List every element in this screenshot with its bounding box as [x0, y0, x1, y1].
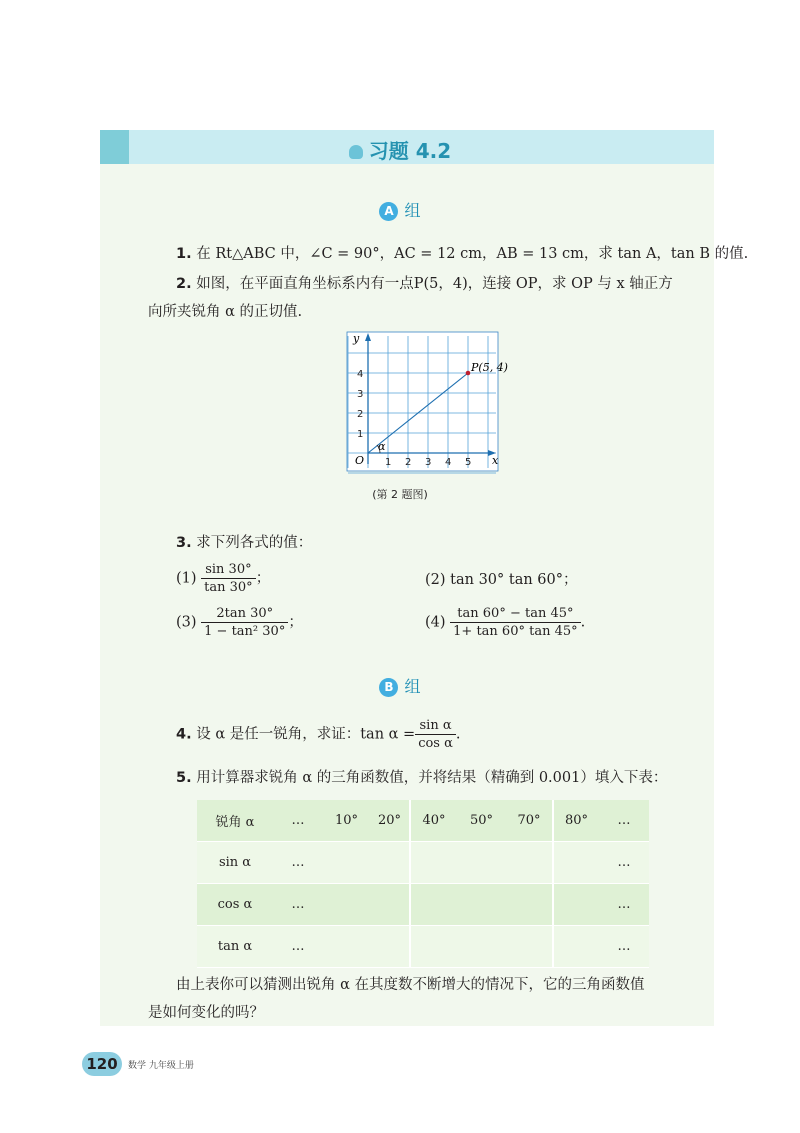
q3-part-1 — [176, 562, 270, 595]
table-cell — [370, 926, 410, 968]
closing-line-1 — [176, 973, 645, 994]
numerator: sin 30° — [205, 562, 252, 577]
y-axis-label: y — [353, 332, 360, 345]
table-cell — [370, 842, 410, 884]
punctuation: ； — [255, 570, 271, 587]
table-header-row — [197, 800, 649, 842]
denominator: 1+ tan 60° tan 45° — [450, 622, 580, 639]
table-cell — [323, 842, 370, 884]
q3-part-3 — [176, 606, 303, 639]
table-cell — [410, 926, 457, 968]
expression: tan 30° tan 60°； — [450, 572, 578, 588]
y-tick-label: 4 — [357, 369, 364, 380]
table-cell — [457, 884, 506, 926]
table-cell — [410, 842, 457, 884]
question-text: 设 α 是任一锐角，求证：tan α = — [196, 726, 416, 743]
table-header-cell: 锐角 α — [197, 800, 273, 842]
denominator: cos α — [415, 734, 456, 751]
table-header-cell: 80° — [553, 800, 599, 842]
group-a-label: 组 — [404, 201, 421, 220]
table-cell: cos α — [197, 884, 273, 926]
table-cell — [553, 926, 599, 968]
exercise-title-text: 习题 4.2 — [368, 139, 452, 163]
question-text: 在 Rt△ABC 中，∠C = 90°，AC = 12 cm，AB = 13 cm，求 tan A，tan B 的值. — [196, 246, 749, 262]
group-b-title — [0, 674, 800, 697]
footer-book-title: 数学 九年级上册 — [128, 1061, 194, 1071]
part-index: (2) — [425, 572, 446, 588]
numerator: 2tan 30° — [216, 606, 274, 621]
question-5 — [176, 766, 667, 787]
table-cell — [410, 884, 457, 926]
x-tick-label: 5 — [465, 457, 472, 468]
table-cell: … — [599, 842, 649, 884]
question-number: 4. — [176, 726, 192, 743]
q3-part-4 — [425, 606, 585, 639]
question-2-line-1 — [176, 272, 673, 293]
table-cell: … — [273, 842, 323, 884]
table-cell: tan α — [197, 926, 273, 968]
question-text: 用计算器求锐角 α 的三角函数值，并将结果（精确到 0.001）填入下表： — [196, 770, 668, 786]
page-number: 120 — [82, 1052, 122, 1076]
punctuation: . — [455, 726, 461, 743]
fraction — [201, 606, 288, 639]
table-cell — [553, 884, 599, 926]
x-tick-label: 3 — [425, 457, 432, 468]
group-b-badge: B — [379, 678, 398, 697]
table-header-cell: … — [273, 800, 323, 842]
group-a-title — [0, 198, 800, 221]
table-row — [197, 842, 649, 884]
table-header-cell: 70° — [506, 800, 553, 842]
table-cell — [457, 842, 506, 884]
question-1 — [176, 242, 748, 263]
angle-alpha-label: α — [378, 440, 386, 453]
table-cell — [506, 926, 553, 968]
x-axis-label: x — [492, 454, 499, 467]
question-text: 求下列各式的值： — [196, 535, 313, 551]
punctuation: . — [580, 614, 586, 631]
closing-text: 是如何变化的吗？ — [148, 1005, 264, 1021]
y-tick-label: 3 — [357, 389, 364, 400]
x-tick-label: 2 — [405, 457, 412, 468]
closing-text: 由上表你可以猜测出锐角 α 在其度数不断增大的情况下，它的三角函数值 — [176, 977, 645, 993]
point-p-label: P(5, 4) — [471, 361, 508, 374]
question-number: 2. — [176, 276, 192, 292]
exercise-title — [0, 135, 800, 164]
y-tick-label: 2 — [357, 409, 364, 420]
q3-part-2 — [425, 568, 578, 589]
table-cell: … — [599, 884, 649, 926]
table-cell — [553, 842, 599, 884]
question-number: 3. — [176, 535, 192, 551]
denominator: tan 30° — [201, 578, 256, 595]
numerator: tan 60° − tan 45° — [457, 606, 574, 621]
punctuation: ； — [288, 614, 303, 631]
fraction — [415, 718, 456, 751]
table-header-cell: 20° — [370, 800, 410, 842]
group-a-badge: A — [379, 202, 398, 221]
table-header-cell: 10° — [323, 800, 370, 842]
point-p — [466, 371, 471, 376]
table-cell — [370, 884, 410, 926]
exercise-icon — [349, 145, 363, 159]
question-2-line-2 — [148, 300, 302, 321]
question-text: 如图，在平面直角坐标系内有一点P(5，4)，连接 OP，求 OP 与 x 轴正方 — [196, 276, 673, 292]
group-b-label: 组 — [404, 677, 421, 696]
table-header-cell: 50° — [457, 800, 506, 842]
table-cell — [323, 884, 370, 926]
table-cell: … — [599, 926, 649, 968]
y-tick-label: 1 — [357, 429, 364, 440]
numerator: sin α — [419, 718, 452, 733]
question-4 — [176, 718, 461, 751]
question-number: 1. — [176, 246, 192, 262]
table-cell — [457, 926, 506, 968]
question-text: 向所夹锐角 α 的正切值. — [148, 304, 303, 320]
table-row — [197, 926, 649, 968]
table-header-cell: 40° — [410, 800, 457, 842]
table-cell — [506, 842, 553, 884]
values-table — [197, 800, 649, 968]
part-index: (4) — [425, 614, 446, 631]
table-cell — [323, 926, 370, 968]
fraction — [201, 562, 256, 595]
table-cell: … — [273, 926, 323, 968]
denominator: 1 − tan² 30° — [201, 622, 288, 639]
table-cell: sin α — [197, 842, 273, 884]
figure-caption: (第 2 题图) — [372, 488, 428, 501]
x-tick-label: 4 — [445, 457, 452, 468]
origin-label: O — [355, 454, 365, 467]
table-header-cell: … — [599, 800, 649, 842]
coordinate-figure — [340, 328, 510, 478]
question-number: 5. — [176, 770, 192, 786]
question-3 — [176, 531, 312, 552]
x-tick-label: 1 — [385, 457, 392, 468]
table-cell — [506, 884, 553, 926]
part-index: (1) — [176, 570, 197, 587]
fraction — [450, 606, 580, 639]
closing-line-2 — [148, 1001, 264, 1022]
table-row — [197, 884, 649, 926]
table-cell: … — [273, 884, 323, 926]
part-index: (3) — [176, 614, 197, 631]
